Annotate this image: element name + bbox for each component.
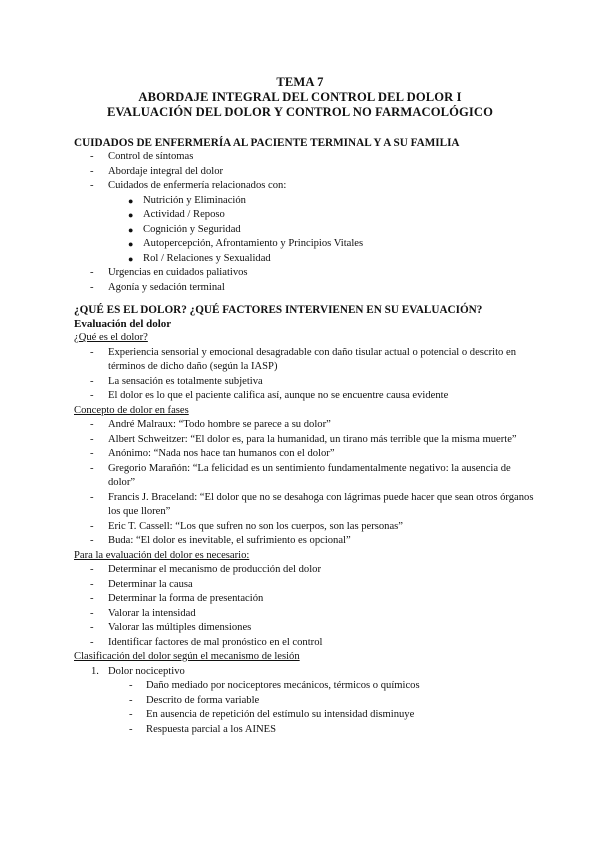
section-heading-cuidados: CUIDADOS DE ENFERMERÍA AL PACIENTE TERMINAL Y A SU FAMILIA [74,137,460,149]
title-line-1: ABORDAJE INTEGRAL DEL CONTROL DEL DOLOR I [138,90,462,104]
list-item: - Valorar la intensidad [90,607,196,619]
quote-item: - André Malraux: “Todo hombre se parece a su dolor” [90,419,331,430]
title-line-2: EVALUACIÓN DEL DOLOR Y CONTROL NO FARMACOLÓGICO [106,105,494,119]
section-heading-dolor: ¿QUÉ ES EL DOLOR? ¿QUÉ FACTORES INTERVIENEN EN SU EVALUACIÓN? [74,304,483,316]
list-item: - Daño mediado por nociceptores mecánicos, térmicos o químicos [129,680,420,691]
list-item: - Abordaje integral del dolor [90,165,224,177]
list-item: - Experiencia sensorial y emocional desagradable con daño tisular actual o potencial o descrito en términos de dicho daño (según la IASP) [90,346,516,372]
subheading-evaluacion: Evaluación del dolor [74,318,172,330]
list-item: - La sensación es totalmente subjetiva [90,375,263,387]
bullet-item: ● Rol / Relaciones y Sexualidad [128,252,271,264]
document-header [0,75,600,120]
list-item: - Determinar el mecanismo de producción del dolor [90,564,321,575]
quote-item: - Albert Schweitzer: “El dolor es, para la humanidad, un tirano más terrible que la misma muerte” [90,433,517,445]
list-item: - Descrito de forma variable [129,694,260,706]
label-concepto: Concepto de dolor en fases [74,404,189,416]
list-item: - Determinar la causa [90,578,193,590]
list-item: - Control de síntomas [90,151,194,162]
bullet-item: ● Actividad / Reposo [128,209,225,220]
document-body [74,136,534,737]
list-item: - Respuesta parcial a los AINES [129,723,277,735]
quote-item: - Anónimo: “Nada nos hace tan humanos con el dolor” [90,448,335,459]
label-clasificacion: Clasificación del dolor según el mecanismo de lesión [74,651,300,662]
list-item: - Urgencias en cuidados paliativos [90,267,248,278]
topic-number: TEMA 7 [276,75,324,89]
list-item: - Cuidados de enfermería relacionados con: [90,180,287,191]
list-item: - Valorar las múltiples dimensiones [90,622,252,633]
list-item: - Agonía y sedación terminal [90,281,225,293]
quote-item: - Eric T. Cassell: “Los que sufren no son los cuerpos, son las personas” [90,520,403,532]
bullet-item: ● Nutrición y Eliminación [128,194,246,206]
list-item: - Determinar la forma de presentación [90,593,264,604]
bullet-item: ● Autopercepción, Afrontamiento y Principios Vitales [128,238,364,249]
label-evaluacion: Para la evaluación del dolor es necesario: [74,549,250,561]
quote-item: - Gregorio Marañón: “La felicidad es un sentimiento fundamentalmente negativo: la ausencia de dolor” [90,462,511,488]
list-item: - En ausencia de repetición del estímulo su intensidad disminuye [129,709,415,720]
list-item: - Identificar factores de mal pronóstico en el control [90,636,323,648]
quote-item: - Francis J. Braceland: “El dolor que no se desahoga con lágrimas puede hacer que sean otros órganos los que lloren” [90,491,534,517]
list-item: - El dolor es lo que el paciente califica así, aunque no se encuentre causa evidente [90,390,449,401]
bullet-item: ● Cognición y Seguridad [128,223,241,235]
numbered-item: 1. Dolor nociceptivo [91,665,185,677]
label-que-es-dolor: ¿Qué es el dolor? [74,332,148,343]
quote-item: - Buda: “El dolor es inevitable, el sufrimiento es opcional” [90,535,351,546]
